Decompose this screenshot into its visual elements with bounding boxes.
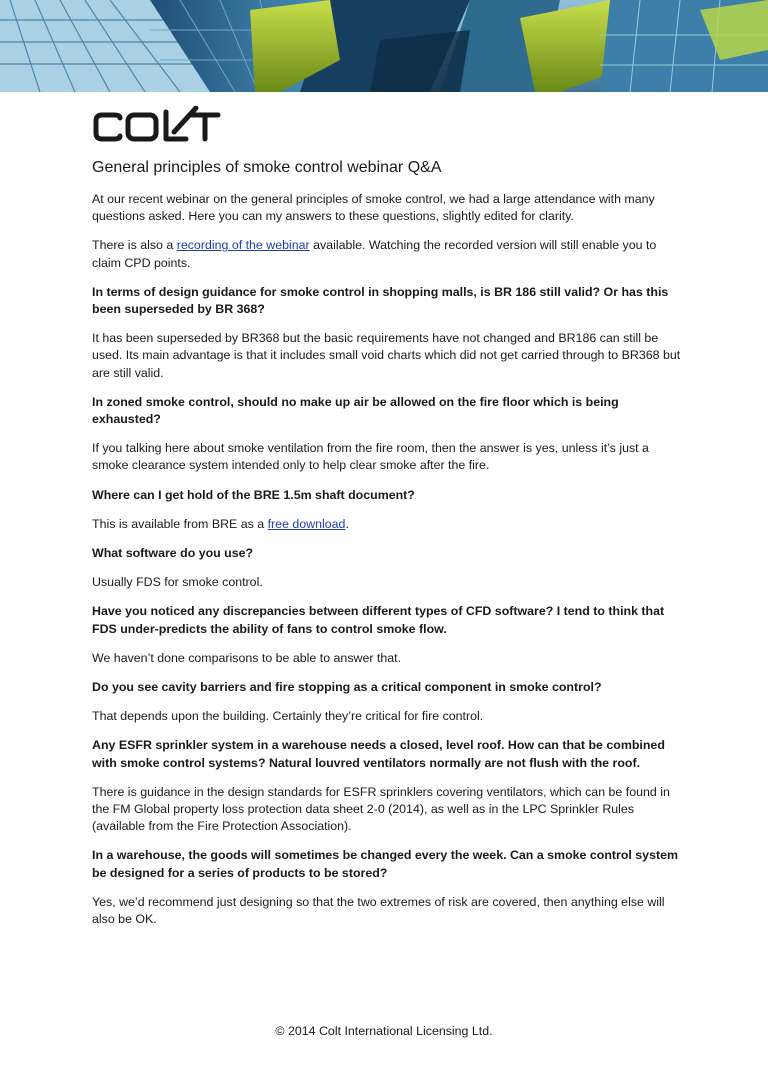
recording-paragraph <box>92 237 684 271</box>
recording-link[interactable]: recording of the webinar <box>176 238 310 253</box>
question-text: In a warehouse, the goods will sometimes be changed every the week. Can a smoke control system be designed for a series of products to be stored? <box>92 848 678 880</box>
answer-text: Usually FDS for smoke control. <box>92 575 263 590</box>
copyright-footer: © 2014 Colt International Licensing Ltd. <box>275 1024 493 1038</box>
answer-text: If you talking here about smoke ventilation from the fire room, then the answer is yes, unless it’s just a smoke clearance system intended only to help clear smoke after the fire. <box>92 441 649 473</box>
recording-text-before: There is also a <box>92 238 177 253</box>
answer-text-after: . <box>345 516 349 531</box>
colt-logo <box>92 106 222 146</box>
intro-section <box>92 191 684 272</box>
question-text: Have you noticed any discrepancies between different types of CFD software? I tend to think that FDS under-predicts the ability of fans to control smoke flow. <box>92 604 665 636</box>
question-text: Any ESFR sprinkler system in a warehouse needs a closed, level roof. How can that be combined with smoke control systems? Natural louvred ventilators normally are not flush with the roof. <box>92 738 665 770</box>
intro-paragraph: At our recent webinar on the general principles of smoke control, we had a large attendance with many questions asked. Here you can my answers to these questions, slightly edited for clarity. <box>92 192 655 224</box>
header-banner-image <box>0 0 768 92</box>
question-text: What software do you use? <box>92 546 254 561</box>
question-text: Do you see cavity barriers and fire stopping as a critical component in smoke control? <box>92 680 602 695</box>
free-download-link[interactable]: free download <box>267 516 346 531</box>
question-text: In zoned smoke control, should no make up air be allowed on the fire floor which is being exhausted? <box>92 394 619 427</box>
answer-text: We haven’t done comparisons to be able to answer that. <box>92 650 402 665</box>
page-title: General principles of smoke control webinar Q&A <box>92 159 442 176</box>
qa-section <box>92 284 684 928</box>
answer-text: There is guidance in the design standards for ESFR sprinklers covering ventilators, which can be found in the FM Global property loss protection data sheet 2-0 (2014), as well as in the LPC Sprinkler Rules (available from the Fire Protection Association). <box>92 784 670 834</box>
question-text: In terms of design guidance for smoke control in shopping malls, is BR 186 still valid? Or has this been superseded by BR 368? <box>92 284 669 317</box>
answer-text: That depends upon the building. Certainly they’re critical for fire control. <box>92 709 484 724</box>
answer-text-before: This is available from BRE as a <box>92 516 268 531</box>
document-body <box>92 158 684 940</box>
answer-text: It has been superseded by BR368 but the basic requirements have not changed and BR186 can still be used. Its main advantage is that it includes small void charts which did not get carried through to BR368 but are still valid. <box>92 331 681 380</box>
answer-text <box>92 516 684 533</box>
recording-text-after: available. Watching the recorded version will still enable you to claim CPD points. <box>92 238 657 270</box>
question-text: Where can I get hold of the BRE 1.5m shaft document? <box>92 487 415 502</box>
answer-text: Yes, we’d recommend just designing so that the two extremes of risk are covered, then anything else will also be OK. <box>92 894 665 927</box>
